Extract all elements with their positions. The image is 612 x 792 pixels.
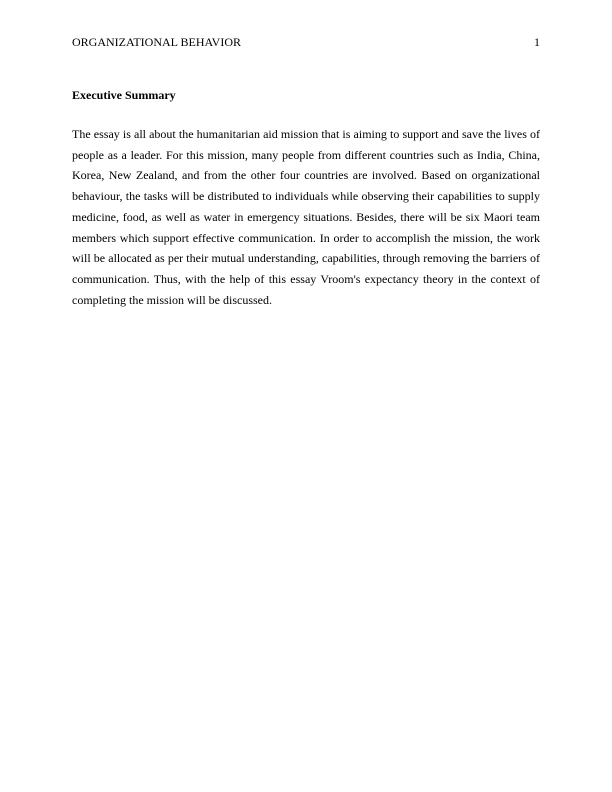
running-head: ORGANIZATIONAL BEHAVIOR — [72, 35, 241, 49]
page-number: 1 — [534, 35, 540, 49]
body-paragraph: The essay is all about the humanitarian aid mission that is aiming to support and save the lives of people as a leader. For this mission, many people from different countries such as India, China, Korea, New Zealand, and from the other four countries are involved. Based on organizational behaviour, the tasks will be distributed to individuals while observing their capabilities to supply medicine, food, as well as water in emergency situations. Besides, there will be six Maori team members which support effective communication. In order to accomplish the mission, the work will be allocated as per their mutual understanding, capabilities, through removing the barriers of communication. Thus, with the help of this essay Vroom's expectancy theory in the context of completing the mission will be discussed. — [72, 127, 540, 307]
section-heading-executive-summary: Executive Summary — [72, 88, 176, 102]
